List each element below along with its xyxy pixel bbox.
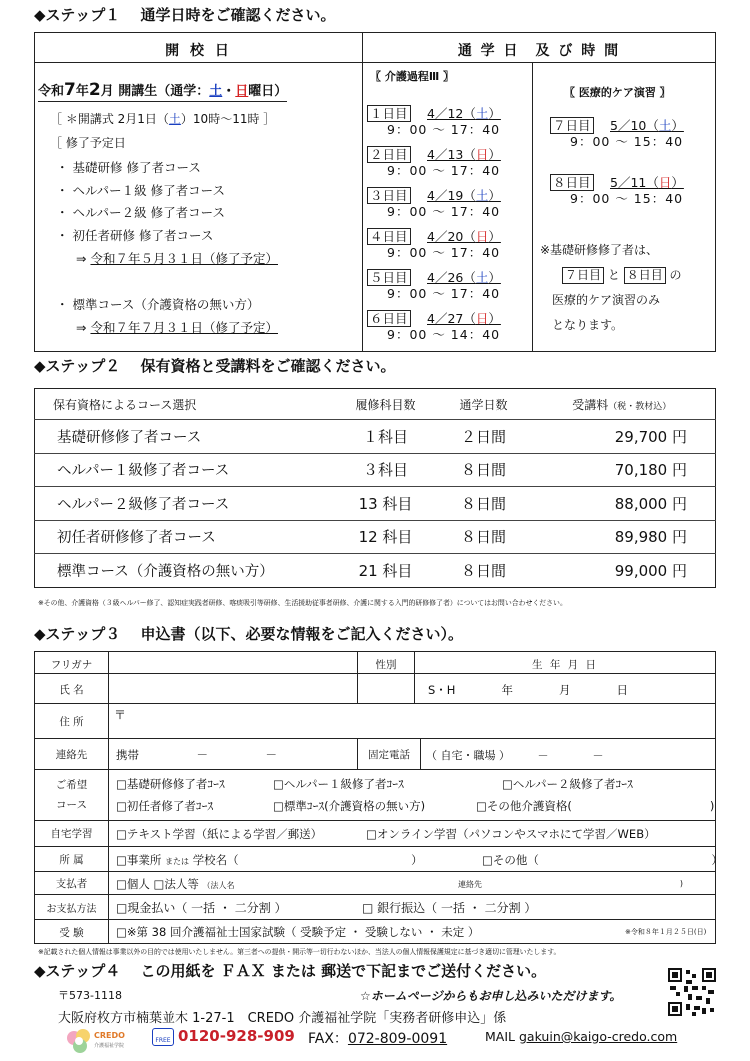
- fax-number[interactable]: 072-809-0091: [347, 1031, 448, 1047]
- cell-days: ８日間: [460, 461, 506, 480]
- care-schedule: [550, 117, 710, 231]
- gender-input[interactable]: [359, 675, 413, 702]
- table-row: [35, 487, 716, 521]
- fee-table: [34, 388, 716, 588]
- label-birth: 生 年 月 日: [415, 657, 715, 672]
- day-time: 9：00 〜 17：40: [387, 204, 501, 219]
- day-time: 9：00 〜 15：40: [570, 191, 684, 206]
- table-row: [35, 554, 716, 588]
- course-opt-other[interactable]: □その他介護資格( ): [476, 799, 715, 813]
- address-field[interactable]: 〒: [114, 708, 127, 722]
- course-opt-standard[interactable]: □標準ｺｰｽ(介護資格の無い方): [273, 799, 426, 813]
- course-list: [56, 157, 225, 247]
- cell-fee: 99,000 円: [614, 561, 687, 580]
- home-opt-online[interactable]: □オンライン学習（パソコンやスマホにて学習／WEB）: [366, 827, 656, 841]
- web-note: ☆ホームページからもお申し込みいただけます。: [360, 989, 622, 1003]
- day-date: 5／11（日）: [610, 175, 684, 190]
- schedule-day: [367, 228, 531, 269]
- label-name: 氏 名: [35, 682, 108, 697]
- day-date: 4／12（土）: [427, 106, 501, 121]
- mailing-address: 大阪府枚方市楠葉並木 1-27-1 CREDO 介護福祉学院「実務者研修申込」係: [58, 1011, 507, 1026]
- exam-option[interactable]: □※第 38 回介護福祉士国家試験（ 受験予定 ・ 受験しない ・ 未定 ）: [116, 925, 480, 939]
- cell-course: 基礎研修修了者コース: [57, 429, 202, 446]
- list-item: ・ 標準コース（介護資格の無い方）: [56, 297, 260, 312]
- course-opt-basic[interactable]: □基礎研修修了者ｺｰｽ: [116, 777, 225, 791]
- list-item: ・ ヘルパー１級 修了者コース: [56, 182, 225, 198]
- col-header-schedule: 通 学 日 及 び 時 間: [457, 43, 621, 59]
- label-gender: 性別: [358, 657, 414, 672]
- privacy-note: ※記載された個人情報は事業以外の目的では使用いたしません。第三者への提供・開示等一切行わないほか、当法人の個人情報保護規定に基づき適切に管理いたします。: [38, 948, 561, 956]
- day-date: 4／13（日）: [427, 147, 501, 162]
- cell-fee: 88,000 円: [614, 494, 687, 513]
- cell-course: ヘルパー２級修了者コース: [57, 496, 230, 513]
- pay-bank[interactable]: □ 銀行振込（ 一括 ・ 二分割 ）: [362, 901, 537, 915]
- cell-fee: 89,980 円: [614, 528, 687, 547]
- schedule-day: [367, 269, 531, 310]
- home-opt-text[interactable]: □テキスト学習（紙による学習／郵送）: [116, 827, 323, 841]
- header-days: 通学日数: [439, 389, 529, 420]
- completion-date-2: ⇒ 令和７年７月３１日（修了予定）: [76, 320, 278, 335]
- cell-days: ８日間: [460, 528, 506, 547]
- phone-number[interactable]: 0120-928-909: [178, 1027, 295, 1045]
- label-furigana: フリガナ: [35, 657, 108, 672]
- label-affiliation: 所 属: [35, 852, 108, 867]
- cell-subjects: 13 科目: [358, 494, 413, 513]
- affil-opt-office[interactable]: □事業所 または 学校名（ ）: [116, 853, 423, 867]
- table-row: [35, 520, 716, 554]
- schedule-day: [550, 117, 710, 174]
- day-time: 9：00 〜 17：40: [387, 286, 501, 301]
- mail-line: MAIL gakuin@kaigo-credo.com: [485, 1029, 678, 1044]
- label-exam: 受 験: [35, 925, 108, 940]
- day-label: １日目: [367, 105, 411, 122]
- logo-sub: 介護福祉学院: [94, 1043, 125, 1049]
- completion-header: ［ 修了予定日: [50, 136, 126, 150]
- day-label: ８日目: [550, 174, 594, 191]
- step4-title: ◆ステップ４ この用紙を ＦＡＸ または 郵送で下記までご送付ください。: [34, 960, 634, 982]
- care-note: ※基礎研修修了者は、 ７日目 と ８日目 の 医療的ケア演習のみ となります。: [540, 243, 682, 332]
- label-home-study: 自宅学習: [35, 826, 108, 841]
- landline-field[interactable]: （ 自宅・職場 ） － －: [426, 749, 604, 762]
- flower-logo-icon: [64, 1027, 94, 1057]
- schedule-day: [367, 146, 531, 187]
- birthdate-field[interactable]: S・H 年 月 日: [428, 683, 628, 697]
- col-header-opening: 開 校 日: [165, 43, 232, 59]
- header-subjects: 履修科目数: [333, 389, 439, 420]
- label-desired: ご希望 コース: [35, 775, 108, 815]
- completion-date-1: ⇒ 令和７年５月３１日（修了予定）: [76, 251, 278, 266]
- list-item: ・ ヘルパー２級 修了者コース: [56, 205, 225, 220]
- mobile-field[interactable]: 携帯 － －: [116, 748, 277, 762]
- day-label: ５日目: [367, 269, 411, 286]
- course-opt-helper1[interactable]: □ヘルパー１級修了者ｺｰｽ: [273, 777, 404, 791]
- payer-contact[interactable]: 連絡先 ): [458, 879, 683, 889]
- free-dial-icon: FREE: [152, 1028, 174, 1046]
- intake-line: 令和7年2月 開講生（通学：土・日曜日）: [38, 80, 288, 100]
- header-course: 保有資格によるコース選択: [35, 389, 333, 420]
- day-label: ４日目: [367, 228, 411, 245]
- furigana-input[interactable]: [110, 675, 355, 702]
- cell-fee: 70,180 円: [614, 461, 687, 480]
- cell-course: 初任者研修修了者コース: [57, 530, 216, 547]
- day-time: 9：00 〜 17：40: [387, 163, 501, 178]
- cell-subjects: ３科目: [362, 461, 408, 480]
- credo-logo: [64, 1027, 124, 1057]
- postal-code: 〒573-1118: [58, 989, 122, 1002]
- schedule-day: [367, 105, 531, 146]
- payer-options[interactable]: □個人 □法人等 （法人名: [116, 877, 235, 891]
- kaigo-schedule: [367, 105, 531, 351]
- label-contact: 連絡先: [35, 747, 108, 762]
- header-fee: 受講料（税・教材込）: [529, 389, 716, 420]
- day-time: 9：00 〜 17：40: [387, 245, 501, 260]
- label-payment-method: お支払方法: [35, 900, 108, 915]
- label-address: 住 所: [35, 714, 108, 729]
- day-time: 9：00 〜 17：40: [387, 122, 501, 137]
- qr-code-icon[interactable]: [668, 968, 716, 1016]
- label-landline: 固定電話: [358, 747, 420, 762]
- course-opt-helper2[interactable]: □ヘルパー２級修了者ｺｰｽ: [502, 777, 633, 791]
- day-date: 5／10（土）: [610, 118, 684, 133]
- day-date: 4／27（日）: [427, 311, 501, 326]
- cell-days: ８日間: [460, 494, 506, 513]
- cell-course: 標準コース（介護資格の無い方）: [57, 563, 274, 580]
- list-item: ・ 初任者研修 修了者コース: [56, 227, 214, 243]
- day-date: 4／26（土）: [427, 270, 501, 285]
- day-time: 9：00 〜 15：40: [570, 134, 684, 149]
- day-date: 4／19（土）: [427, 188, 501, 203]
- opening-ceremony: ［ ＊開講式 2月1日（土）10時〜11時 ］: [50, 112, 276, 126]
- affil-opt-other[interactable]: □その他（ ）: [482, 853, 723, 867]
- day-time: 9：00 〜 14：40: [387, 327, 501, 342]
- mail-address[interactable]: gakuin@kaigo-credo.com: [518, 1029, 678, 1044]
- fee-note: ※その他、介護資格（３級ヘルパー修了、認知症実践者研修、喀痰吸引等研修、生活援助従事者研修、介護に関する入門的研修修了者）についてはお問い合わせください。: [38, 599, 567, 607]
- care-header: 〖 医療的ケア演習 〗: [564, 86, 671, 99]
- cell-subjects: 12 科目: [358, 528, 413, 547]
- step3-title: ◆ステップ３ 申込書（以下、必要な情報をご記入ください）。: [34, 623, 534, 645]
- course-opt-shoninsha[interactable]: □初任者修了者ｺｰｽ: [116, 799, 214, 813]
- cell-days: ８日間: [460, 561, 506, 580]
- schedule-day: [367, 187, 531, 228]
- step1-title: ◆ステップ１ 通学日時をご確認ください。: [34, 4, 344, 26]
- day-label: ３日目: [367, 187, 411, 204]
- table-row: [35, 420, 716, 454]
- day-label: ６日目: [367, 310, 411, 327]
- cell-course: ヘルパー１級修了者コース: [57, 463, 230, 480]
- cell-days: ２日間: [460, 427, 506, 446]
- day-label: ７日目: [550, 117, 594, 134]
- table-row: [35, 453, 716, 487]
- step2-title: ◆ステップ２ 保有資格と受講料をご確認ください。: [34, 355, 434, 377]
- list-item: ・ 基礎研修 修了者コース: [56, 160, 201, 175]
- cell-fee: 29,700 円: [614, 427, 687, 446]
- pay-cash[interactable]: □現金払い（ 一括 ・ 二分割 ）: [116, 901, 287, 915]
- cell-subjects: 21 科目: [358, 561, 413, 580]
- kaigo-header: 〖 介護過程Ⅲ 〗: [370, 70, 455, 83]
- cell-subjects: １科目: [362, 427, 408, 446]
- logo-name: CREDO: [94, 1031, 125, 1040]
- label-payer: 支払者: [35, 876, 108, 891]
- day-label: ２日目: [367, 146, 411, 163]
- fax-line: FAX：072-809-0091: [308, 1031, 448, 1047]
- exam-note: ※令和８年１月２５日(日): [625, 928, 707, 936]
- day-date: 4／20（日）: [427, 229, 501, 244]
- schedule-day: [550, 174, 710, 231]
- schedule-day: [367, 310, 531, 351]
